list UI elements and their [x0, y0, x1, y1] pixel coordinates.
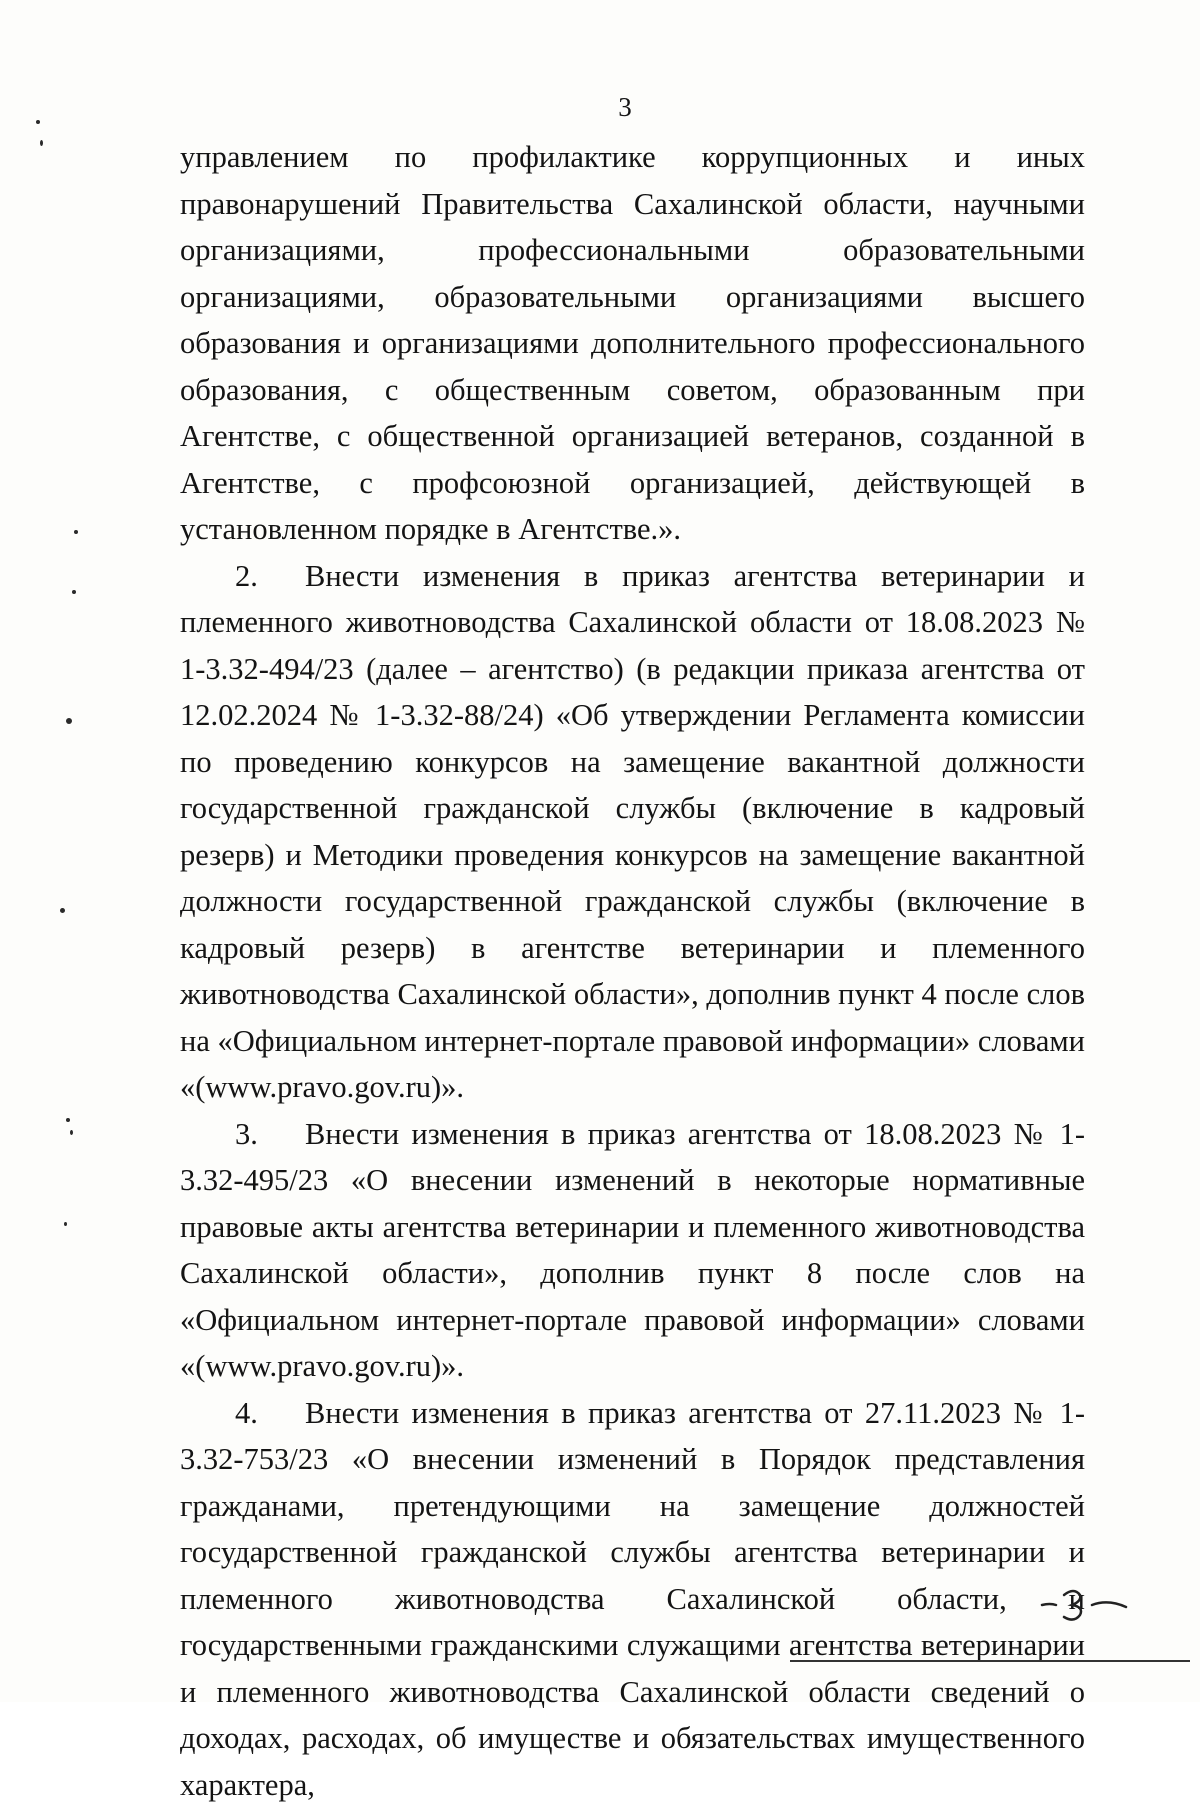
document-body — [180, 134, 1085, 1808]
page-number: 3 — [0, 92, 1200, 123]
paragraph-text: Внести изменения в приказ агентства от 27.11.2023 № 1-3.32-753/23 «О внесении изменений в Порядок представления гражданами, претендующими на замещение должностей государственной гражданской службы агентства ветеринарии и племенного животноводства Сахалинской области, и государственными гражданскими служащими агентства ветеринарии и племенного животноводства Сахалинской области сведений о доходах, расходах, об имуществе и обязательствах имущественного характера, — [180, 1396, 1085, 1802]
scan-specks — [0, 0, 60, 1702]
paragraph-text: управлением по профилактике коррупционных и иных правонарушений Правительства Сахалинской области, научными организациями, профессиональными образовательными организациями, образовательными организациями высшего образования и организациями дополнительного профессионального образования, с общественным советом, образованным при Агентстве, с общественной организацией ветеранов, созданной в Агентстве, с профсоюзной организацией, действующей в установленном порядке в Агентстве.». — [180, 140, 1085, 546]
paragraph-number: 2. — [235, 553, 305, 600]
paragraph-number: 3. — [235, 1111, 305, 1158]
paragraph-4 — [180, 1390, 1085, 1808]
paragraph-text: Внести изменения в приказ агентства ветеринарии и племенного животноводства Сахалинской области от 18.08.2023 № 1-3.32-494/23 (далее – агентство) (в редакции приказа агентства от 12.02.2024 № 1-3.32-88/24) «Об утверждении Регламента комиссии по проведению конкурсов на замещение вакантной должности государственной гражданской службы (включение в кадровый резерв) и Методики проведения конкурсов на замещение вакантной должности государственной гражданской службы (включение в кадровый резерв) в агентстве ветеринарии и племенного животноводства Сахалинской области», дополнив пункт 4 после слов на «Официальном интернет-портале правовой информации» словами «(www.pravo.gov.ru)». — [180, 559, 1085, 1105]
paragraph-text: Внести изменения в приказ агентства от 18.08.2023 № 1-3.32-495/23 «О внесении изменений в некоторые нормативные правовые акты агентства ветеринарии и племенного животноводства Сахалинской области», дополнив пункт 8 после слов на «Официальном интернет-портале правовой информации» словами «(www.pravo.gov.ru)». — [180, 1117, 1085, 1384]
paragraph-continuation — [180, 134, 1085, 553]
paragraph-2 — [180, 553, 1085, 1111]
handwritten-page-mark — [1040, 1585, 1130, 1625]
paragraph-3 — [180, 1111, 1085, 1390]
footer-line — [790, 1660, 1190, 1662]
paragraph-number: 4. — [235, 1390, 305, 1437]
